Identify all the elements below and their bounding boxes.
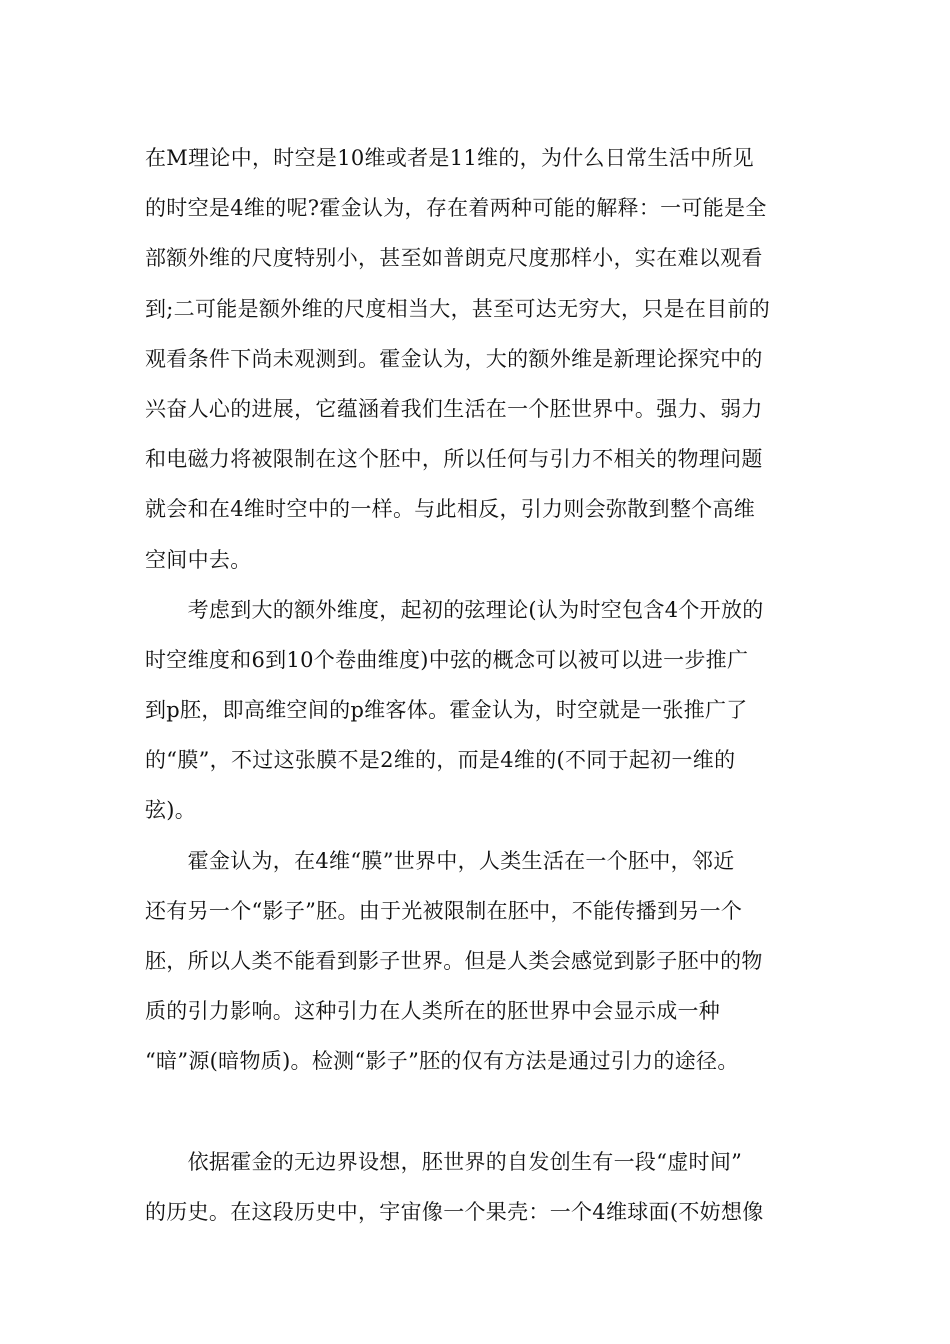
text-line: 依据霍金的无边界设想，胚世界的自发创生有一段“虚时间”	[145, 1149, 743, 1174]
text-line: 在M理论中，时空是10维或者是11维的，为什么日常生活中所见	[145, 146, 754, 170]
body-text	[145, 133, 815, 1237]
text-line: 兴奋人心的进展，它蕴涵着我们生活在一个胚世界中。强力、弱力	[145, 396, 763, 421]
text-line: 时空维度和6到10个卷曲维度)中弦的概念可以被可以进一步推广	[145, 647, 749, 672]
blank-line	[145, 1087, 815, 1137]
text-line: 的历史。在这段历史中，宇宙像一个果壳：一个4维球面(不妨想像	[145, 1199, 764, 1224]
text-line: 就会和在4维时空中的一样。与此相反，引力则会弥散到整个高维	[145, 497, 756, 522]
text-line: “暗”源(暗物质)。检测“影子”胚的仅有方法是通过引力的途径。	[145, 1049, 739, 1074]
text-line: 考虑到大的额外维度，起初的弦理论(认为时空包含4个开放的	[145, 597, 764, 622]
text-line: 空间中去。	[145, 547, 252, 572]
text-line: 到;二可能是额外维的尺度相当大，甚至可达无穷大，只是在目前的	[145, 296, 771, 321]
text-line: 的“膜”，不过这张膜不是2维的，而是4维的(不同于起初一维的	[145, 748, 736, 773]
text-line: 和电磁力将被限制在这个胚中，所以任何与引力不相关的物理问题	[145, 447, 763, 472]
text-line: 还有另一个“影子”胚。由于光被限制在胚中，不能传播到另一个	[145, 898, 743, 923]
text-line: 部额外维的尺度特别小，甚至如普朗克尺度那样小，实在难以观看	[145, 246, 763, 271]
text-line: 观看条件下尚未观测到。霍金认为，大的额外维是新理论探究中的	[145, 346, 763, 371]
text-line: 霍金认为，在4维“膜”世界中，人类生活在一个胚中，邻近	[145, 848, 735, 873]
text-line: 弦)。	[145, 798, 197, 823]
text-line: 到p胚，即高维空间的p维客体。霍金认为，时空就是一张推广了	[145, 698, 748, 723]
text-line: 的时空是4维的呢?霍金认为，存在着两种可能的解释：一可能是全	[145, 196, 767, 221]
text-line: 胚，所以人类不能看到影子世界。但是人类会感觉到影子胚中的物	[145, 949, 763, 973]
text-line: 质的引力影响。这种引力在人类所在的胚世界中会显示成一种	[145, 999, 721, 1024]
